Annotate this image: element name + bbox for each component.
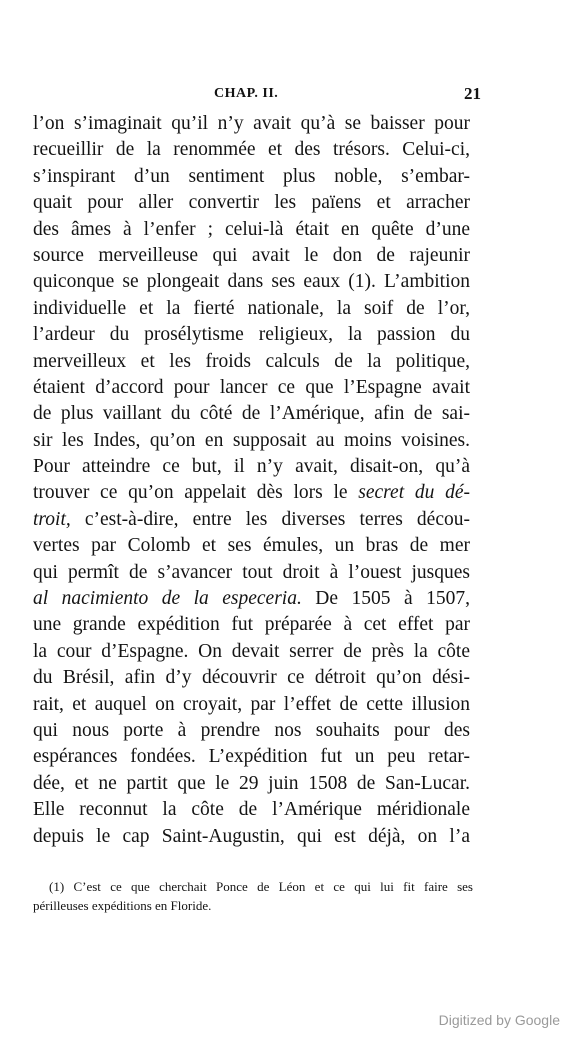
text-line: Elle reconnut la côte de l’Amérique méridionale [33,799,470,821]
text-line [33,480,470,506]
text-line: quait pour aller convertir les païens et arracher [33,192,470,214]
text-segment: c’est-à-dire, entre les diverses terres décou- [70,508,470,530]
text-line: qui permît de s’avancer tout droit à l’ouest jusques [33,561,470,583]
text-line: espérances fondées. L’expédition fut un peu retar- [33,746,470,768]
text-line: quiconque se plongeait dans ses eaux (1). L’ambition [33,271,470,293]
footnote-line: périlleuses expéditions en Floride. [33,898,212,913]
chapter-heading: CHAP. II. [214,86,279,101]
italic-phrase: troit, [33,508,71,530]
text-line [33,507,470,533]
text-line: qui nous porte à prendre nos souhaits pour des [33,719,470,741]
running-head [0,86,575,108]
text-line: sir les Indes, qu’on en supposait au moins voisines. [33,429,470,451]
footnote [33,877,473,915]
italic-phrase: secret du dé- [358,482,470,504]
page-number: 21 [464,84,481,103]
text-line: Pour atteindre ce but, il n’y avait, disait-on, qu’à [33,456,470,478]
text-line: la cour d’Espagne. On devait serrer de près la côte [33,640,470,662]
text-line: l’on s’imaginait qu’il n’y avait qu’à se baisser pour [33,113,470,134]
text-line: une grande expédition fut préparée à cet effet par [33,614,470,636]
text-line: depuis le cap Saint-Augustin, qui est déjà, on l’a [33,825,470,847]
text-line: rait, et auquel on croyait, par l’effet de cette illusion [33,693,470,715]
footnote-line: (1) C’est ce que cherchait Ponce de Léon et ce qui lui fit faire ses [49,879,473,894]
text-segment: De 1505 à 1507, [301,588,470,610]
italic-phrase: al nacimiento de la especeria. [33,588,302,610]
text-line: étaient d’accord pour lancer ce que l’Espagne avait [33,376,470,398]
text-line: du Brésil, afin d’y découvrir ce détroit qu’on dési- [33,667,470,689]
text-line: individuelle et la fierté nationale, la soif de l’or, [33,297,470,319]
text-line: dée, et ne partit que le 29 juin 1508 de San-Lucar. [33,772,470,794]
body-text [33,111,470,850]
text-line: des âmes à l’enfer ; celui-là était en quête d’une [33,218,470,240]
text-line [33,586,470,612]
text-line: recueillir de la renommée et des trésors. Celui-ci, [33,139,470,161]
text-line: s’inspirant d’un sentiment plus noble, s’embar- [33,165,470,187]
watermark: Digitized by Google [438,1012,560,1028]
text-line: source merveilleuse qui avait le don de rajeunir [33,244,470,266]
text-line: vertes par Colomb et ses émules, un bras de mer [33,535,470,557]
text-segment: trouver ce qu’on appelait dès lors le [33,482,348,504]
text-line: de plus vaillant du côté de l’Amérique, afin de sai- [33,403,470,425]
text-line: l’ardeur du prosélytisme religieux, la passion du [33,324,470,346]
text-line: merveilleux et les froids calculs de la politique, [33,350,470,372]
